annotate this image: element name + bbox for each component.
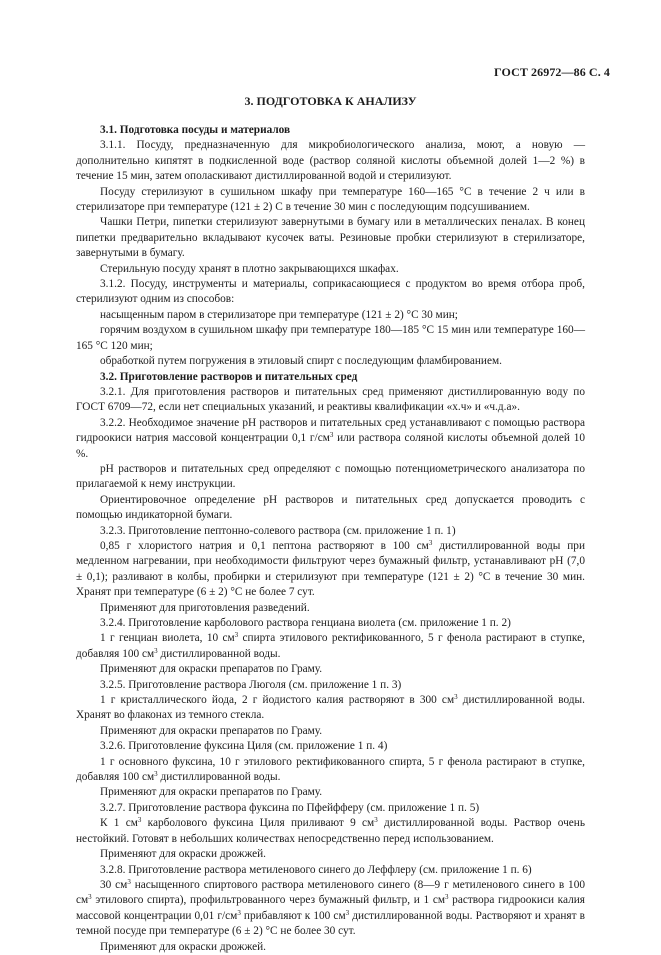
paragraph: Чашки Петри, пипетки стерилизуют завернутыми в бумагу или в металлических пеналах. В конец пипетки предварительно вкладывают кусочек ваты. Резиновые пробки стерилизуют в стерилизаторе, завернутыми в бумагу. <box>76 216 585 260</box>
paragraph: pH растворов и питательных сред определяют с помощью потенциометрического анализатора по прилагаемой к нему инструкции. <box>76 462 585 491</box>
paragraph: 3.2.4. Приготовление карболового раствора генциана виолета (см. приложение 1 п. 2) <box>100 617 511 629</box>
paragraph: 3.2.1. Для приготовления растворов и питательных сред применяют дистиллированную воду по ГОСТ 6709—72, если нет специальных указаний, и реактивы квалификации «х.ч» и «ч.д.а». <box>76 385 585 414</box>
paragraph: Применяют для окраски дрожжей. <box>100 940 266 953</box>
paragraph: горячим воздухом в сушильном шкафу при температуре 180—185 °С 15 мин или температуре 160—165 °С 120 мин; <box>76 324 585 352</box>
paragraph: 3.2.8. Приготовление раствора метиленового синего до Леффлеру (см. приложение 1 п. 6) <box>100 863 532 876</box>
paragraph: обработкой путем погружения в этиловый спирт с последующим фламбированием. <box>100 355 502 368</box>
subsection-heading: 3.2. Приготовление растворов и питательных сред <box>100 370 358 383</box>
paragraph: 1 г кристаллического йода, 2 г йодистого калия растворяют в 300 $см^3$ дистиллированной воды. Хранят во флаконах из темного стекла. <box>76 693 585 722</box>
paragraph: 3.2.3. Приготовление пептонно-солевого раствора (см. приложение 1 п. 1) <box>100 524 456 537</box>
paragraph: 3.2.2. Необходимое значение pH растворов и питательных сред устанавливают с помощью раствора гидроокиси натрия массовой концентрации 0,1 $г/см^3$ или раствора соляной кислоты объемной долей 10 %. <box>76 416 585 460</box>
paragraph: Применяют для окраски препаратов по Граму. <box>100 663 323 676</box>
section-title: 3. ПОДГОТОВКА К АНАЛИЗУ <box>244 94 417 108</box>
page-header: ГОСТ 26972—86 С. 4 <box>494 65 610 79</box>
paragraph: 3.1.1. Посуду, предназначенную для микробиологического анализа, моют, а новую — дополнительно кипятят в подкисленной воде (раствор соляной кислоты объемной долей 1—2 %) в течение 15 мин, затем ополаскивают дистиллированной водой и стерилизуют. <box>76 139 585 183</box>
paragraph: Посуду стерилизуют в сушильном шкафу при температуре 160—165 °С в течение 2 ч или в стерилизаторе при температуре (121 ± 2) С в течение 30 мин с последующим подсушиванием. <box>76 185 585 214</box>
paragraph: 3.2.5. Приготовление раствора Люголя (см. приложение 1 п. 3) <box>100 678 402 691</box>
paragraph: Стерильную посуду хранят в плотно закрывающихся шкафах. <box>100 262 399 275</box>
paragraph: 1 г основного фуксина, 10 г этилового ректификованного спирта, 5 г фенола растирают в ступке, добавляя 100 $см^3$ дистиллированной воды. <box>76 755 585 784</box>
paragraph: насыщенным паром в стерилизаторе при температуре (121 ± 2) °С 30 мин; <box>100 308 458 321</box>
paragraph: Ориентировочное определение pH растворов и питательных сред допускается проводить с помощью индикаторной бумаги. <box>76 493 585 522</box>
paragraph: Применяют для окраски препаратов по Граму. <box>100 786 323 799</box>
paragraph: 3.2.7. Приготовление раствора фуксина по Пфейфферу (см. приложение 1 п. 5) <box>100 801 480 814</box>
paragraph: 0,85 г хлористого натрия и 0,1 пептона растворяют в 100 $см^3$ дистиллированной воды при медленном нагревании, при необходимости фильтруют через бумажный фильтр, устанавливают pH (7,0 ± 0,1); разливают в колбы, пробирки и стерилизуют при температуре (121 ± 2) °С в течение 30 мин. Хранят при температуре (6 ± 2) °С не более 7 сут. <box>76 538 585 599</box>
paragraph: Применяют для окраски препаратов по Граму. <box>100 724 323 737</box>
paragraph: 30 $см^3$ насыщенного спиртового раствора метиленового синего (8—9 г метиленового синего в 100 $см^3$ этилового спирта), профильтрованного через бумажный фильтр, и 1 $см^3$ раствора гидроокиси калия массовой концентрации 0,01 $г/см^3$ прибавляют к 100 $см^3$ дистиллированной воды. Растворяют и хранят в темной посуде при температуре (6 ± 2) °С не более 30 сут. <box>76 877 585 938</box>
paragraph: 3.2.6. Приготовление фуксина Циля (см. приложение 1 п. 4) <box>100 740 388 753</box>
paragraph: Применяют для окраски дрожжей. <box>100 848 266 861</box>
document-body <box>76 123 585 955</box>
paragraph: 3.1.2. Посуду, инструменты и материалы, соприкасающиеся с продуктом во время отбора проб, стерилизуют одним из способов: <box>76 278 585 306</box>
paragraph: К 1 $см^3$ карболового фуксина Циля приливают 9 $см^3$ дистиллированной воды. Раствор очень нестойкий. Готовят в небольших количествах непосредственно перед использованием. <box>76 816 585 845</box>
paragraph: 1 г генциан виолета, 10 $см^3$ спирта этилового ректификованного, 5 г фенола растирают в ступке, добавляя 100 $см^3$ дистиллированной воды. <box>76 631 585 660</box>
paragraph: Применяют для приготовления разведений. <box>100 601 310 614</box>
subsection-heading: 3.1. Подготовка посуды и материалов <box>100 124 291 136</box>
